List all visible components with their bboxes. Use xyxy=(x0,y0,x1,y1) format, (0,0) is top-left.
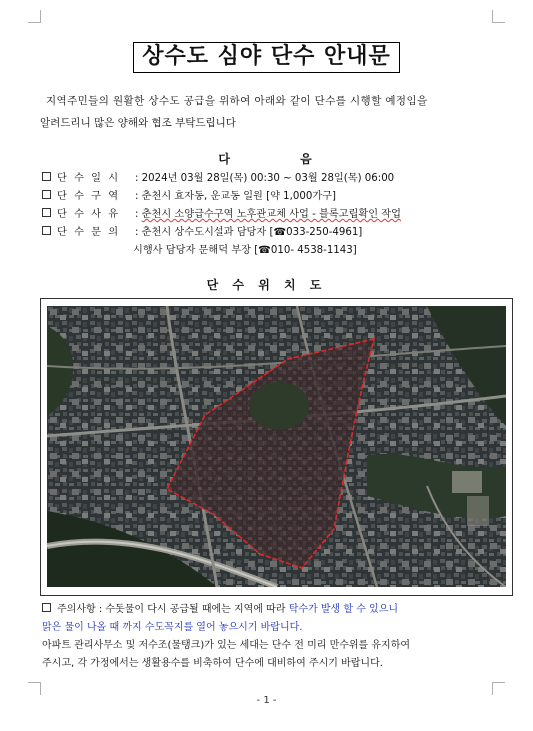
checkbox-icon xyxy=(42,226,51,235)
page-number: - 1 - xyxy=(256,695,277,706)
notice-section xyxy=(42,601,502,673)
info-label: 단 수 사 유 xyxy=(57,209,121,220)
checkbox-icon xyxy=(42,172,51,181)
info-row-contact-extra: 시행사 담당자 문해덕 부장 [☎010- 4538-1143] xyxy=(133,245,357,256)
notice-warning-text: 탁수가 발생 할 수 있으니 xyxy=(288,604,399,615)
info-value: 2024년 03월 28일(목) 00:30 ~ 03월 28일(목) 06:00 xyxy=(141,173,395,184)
notice-label: 주의사항 : xyxy=(57,604,103,615)
page-corner-mark xyxy=(492,10,505,23)
info-row-contact: 단 수 문 의 : 춘천시 상수도시설과 담당자 [☎033-250-4961] xyxy=(42,224,502,242)
info-row-date: 단 수 일 시 : 2024년 03월 28일(목) 00:30 ~ 03월 28일(목) 06:00 xyxy=(42,170,502,188)
intro-line: 지역주민들의 원활한 상수도 공급을 위하여 아래와 같이 단수를 시행할 예정임을 xyxy=(46,95,428,107)
intro-paragraph xyxy=(40,90,500,134)
info-value: 춘천시 소양급수구역 노후관교체 사업 - 블록고립확인 작업 xyxy=(141,209,401,220)
notice-line xyxy=(42,601,502,619)
page-corner-mark xyxy=(28,682,41,695)
intro-line: 알려드리니 많은 양해와 협조 부탁드립니다 xyxy=(40,117,236,129)
page-corner-mark xyxy=(492,682,505,695)
info-label: 단 수 구 역 xyxy=(57,191,121,202)
info-label: 단 수 일 시 xyxy=(57,173,121,184)
title-area xyxy=(0,42,533,73)
checkbox-icon xyxy=(42,603,51,612)
info-value: 춘천시 상수도시설과 담당자 [☎033-250-4961] xyxy=(141,227,363,238)
notice-warning-line: 맑은 물이 나올 때 까지 수도꼭지를 열어 놓으시기 바랍니다. xyxy=(42,622,303,633)
checkbox-icon xyxy=(42,190,51,199)
info-label: 단 수 문 의 xyxy=(57,227,121,238)
page-title: 상수도 심야 단수 안내문 xyxy=(133,42,400,73)
notice-text: 수돗물이 다시 공급될 때에는 지역에 따라 xyxy=(105,604,286,615)
page-corner-mark xyxy=(28,10,41,23)
section-heading: 다 음 xyxy=(218,152,315,166)
notice-line: 주시고, 각 가정에서는 생활용수를 비축하여 단수에 대비하여 주시기 바랍니다. xyxy=(42,658,383,669)
checkbox-icon xyxy=(42,208,51,217)
notice-line: 아파트 관리사무소 및 저수조(물탱크)가 있는 세대는 단수 전 미리 만수위를 유지하여 xyxy=(42,640,411,651)
info-value: 춘천시 효자동, 운교동 일원 [약 1,000가구] xyxy=(141,191,336,202)
outage-info-list xyxy=(42,170,502,260)
satellite-map-image xyxy=(47,306,506,587)
info-row-area: 단 수 구 역 : 춘천시 효자동, 운교동 일원 [약 1,000가구] xyxy=(42,188,502,206)
location-map-frame xyxy=(40,298,513,596)
map-title: 단 수 위 치 도 xyxy=(206,278,327,292)
info-row-reason: 단 수 사 유 : 춘천시 소양급수구역 노후관교체 사업 - 블록고립확인 작업 xyxy=(42,206,502,224)
